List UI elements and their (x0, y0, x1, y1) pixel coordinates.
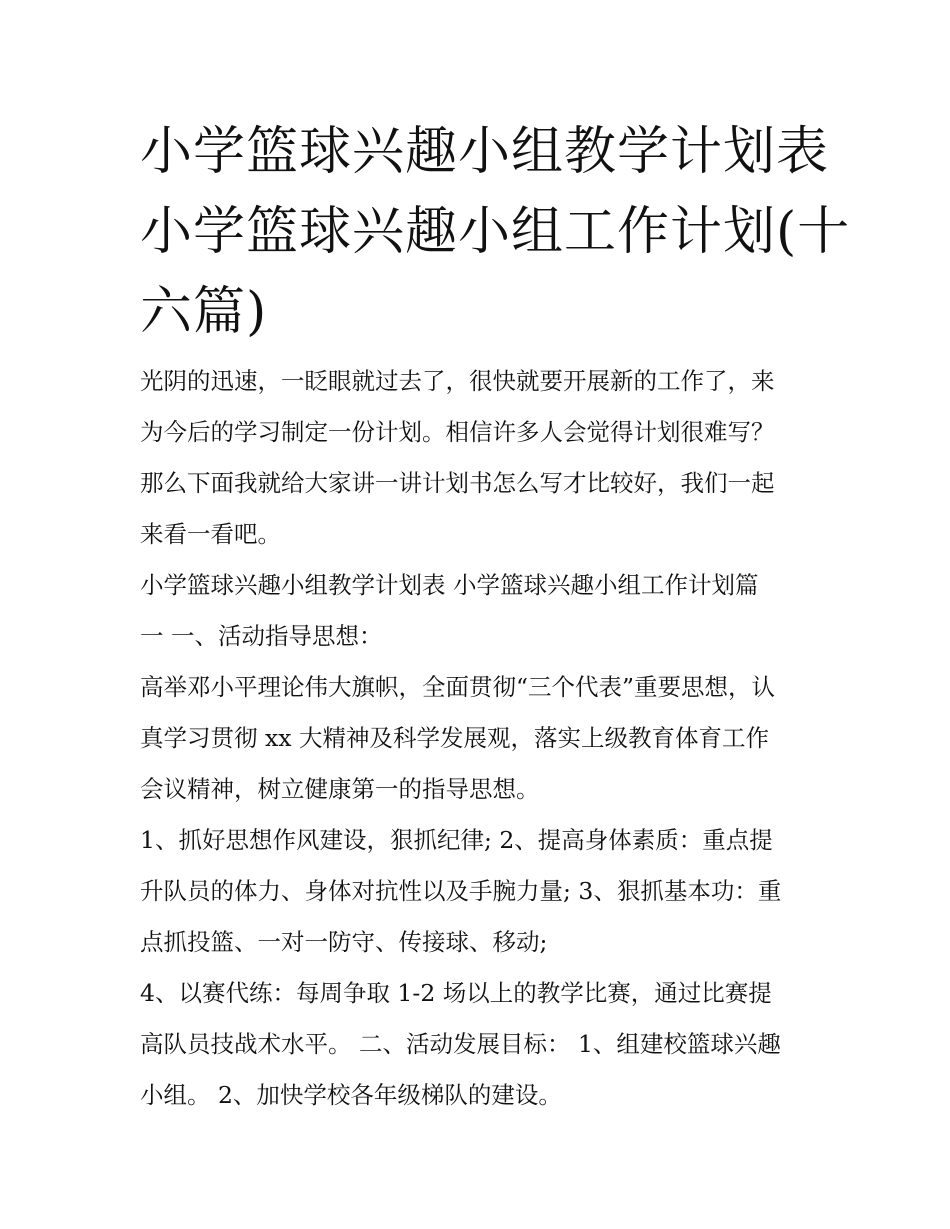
body-line: 会议精神，树立健康第一的指导思想。 (140, 775, 540, 803)
body-line: 升队员的体力、身体对抗性以及手腕力量; 3、狠抓基本功：重 (140, 877, 782, 905)
body-line: 4、以赛代练：每周争取 1-2 场以上的教学比赛，通过比赛提 (140, 979, 772, 1007)
document-body (140, 356, 830, 1121)
body-line: 为今后的学习制定一份计划。相信许多人会觉得计划很难写？ (140, 418, 775, 446)
body-line: 1、抓好思想作风建设，狠抓纪律; 2、提高身体素质：重点提 (140, 826, 773, 854)
body-line: 点抓投篮、一对一防守、传接球、移动; (140, 928, 548, 956)
body-line: 高队员技战术水平。 二、活动发展目标： 1、组建校篮球兴趣 (140, 1030, 781, 1058)
title-line: 六篇) (140, 282, 268, 342)
body-line: 小组。 2、加快学校各年级梯队的建设。 (140, 1081, 562, 1109)
body-line: 高举邓小平理论伟大旗帜，全面贯彻“三个代表”重要思想，认 (140, 673, 776, 701)
body-line: 一 一、活动指导思想： (140, 622, 383, 650)
title-line: 小学篮球兴趣小组工作计划(十 (140, 202, 851, 262)
body-line: 那么下面我就给大家讲一讲计划书怎么写才比较好，我们一起 (140, 469, 775, 497)
body-line: 真学习贯彻 xx 大精神及科学发展观，落实上级教育体育工作 (140, 724, 769, 752)
body-line: 小学篮球兴趣小组教学计划表 小学篮球兴趣小组工作计划篇 (140, 571, 759, 599)
title-line: 小学篮球兴趣小组教学计划表 (140, 122, 830, 182)
document-title (140, 112, 851, 352)
body-line: 光阴的迅速，一眨眼就过去了，很快就要开展新的工作了，来 (140, 367, 775, 395)
body-line: 来看一看吧。 (140, 520, 281, 548)
